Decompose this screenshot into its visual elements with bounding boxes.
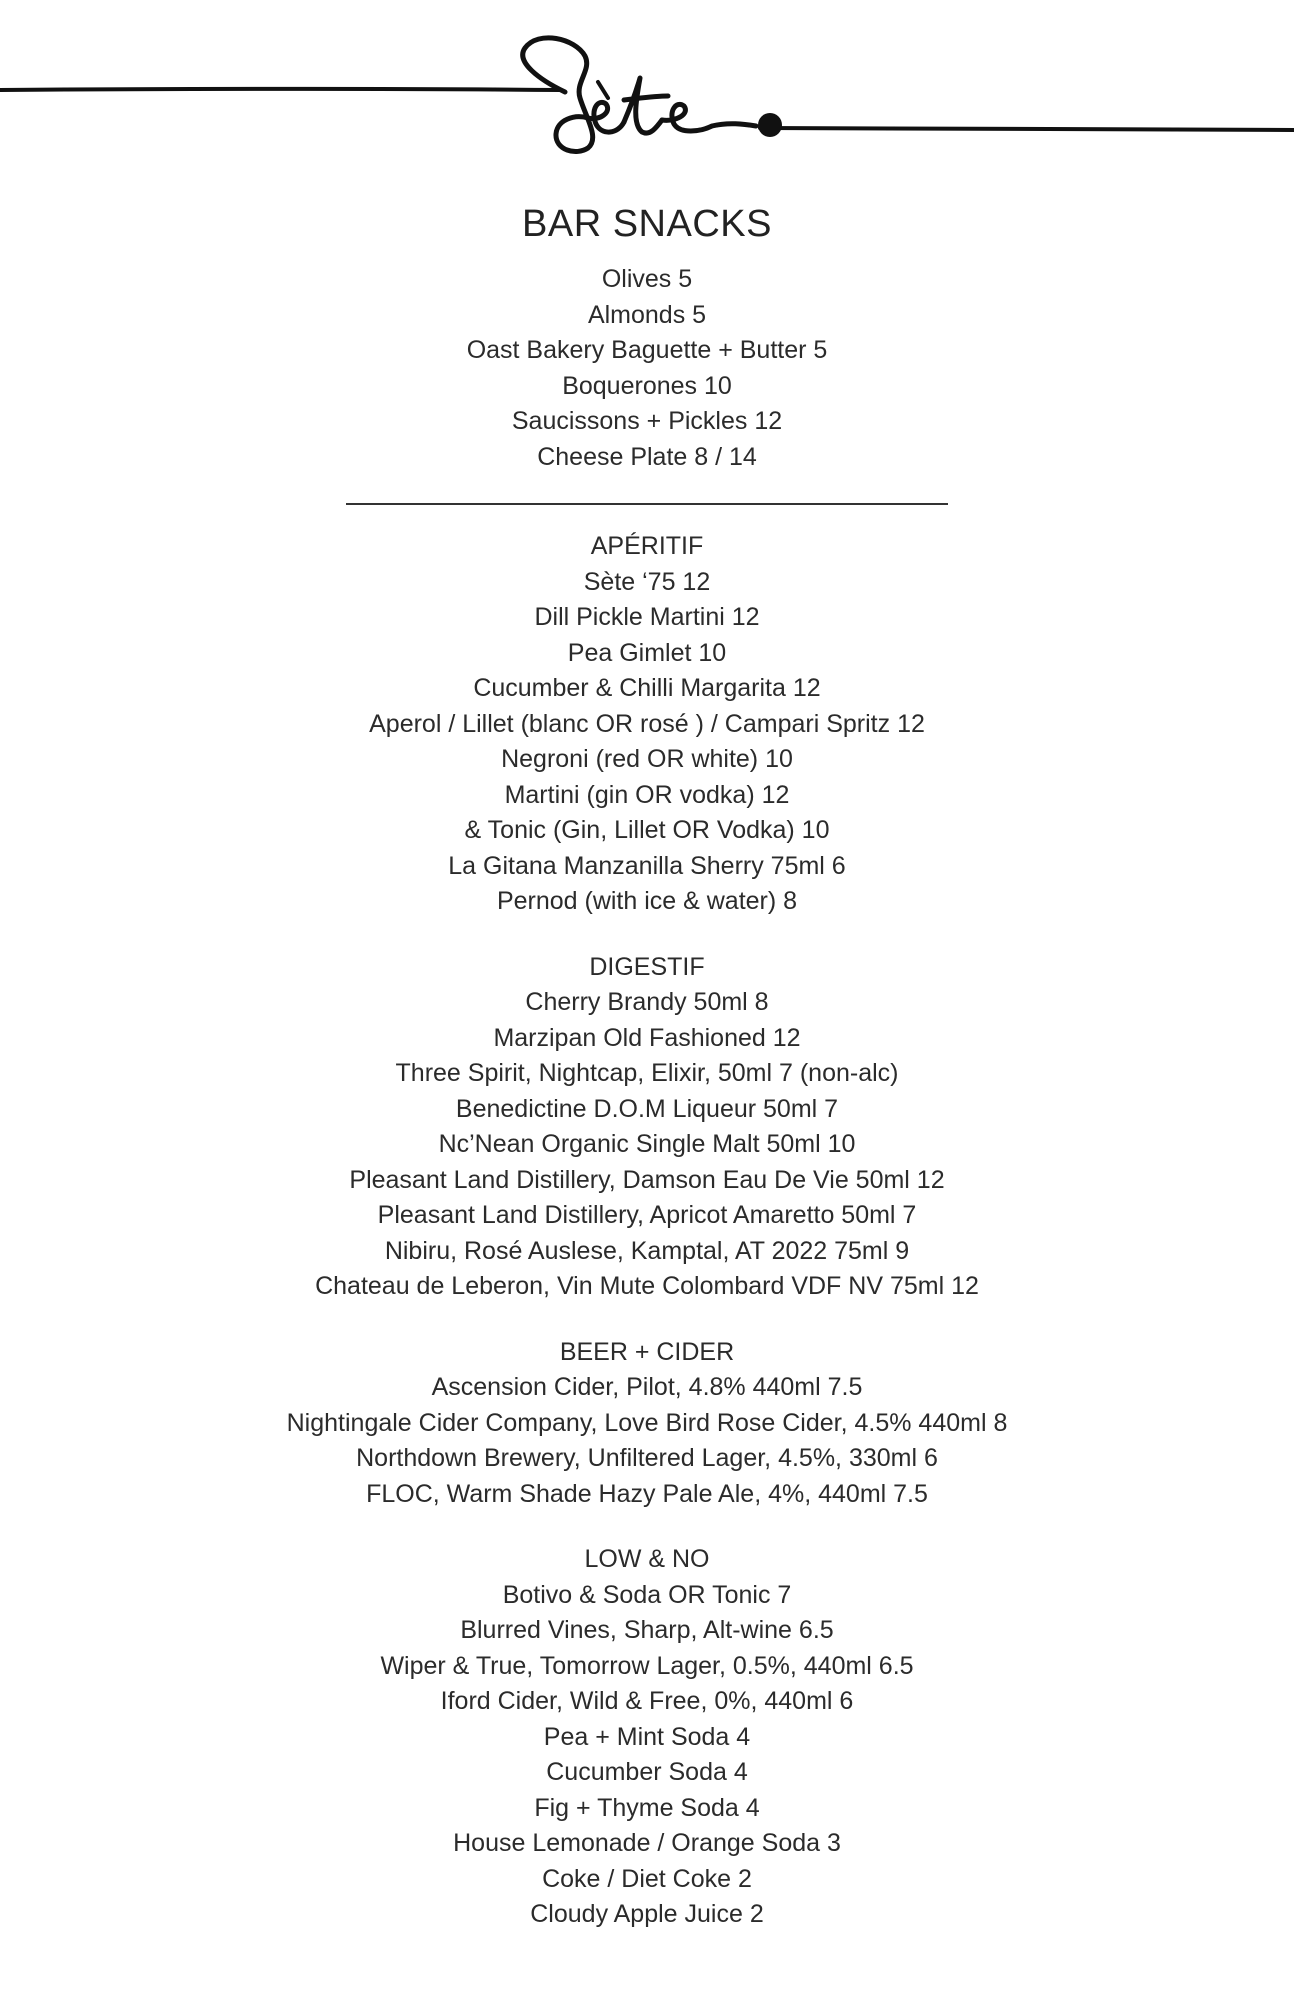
- menu-item: La Gitana Manzanilla Sherry 75ml 6: [448, 851, 846, 880]
- digestif-list: [0, 985, 1294, 1305]
- menu-item: Pleasant Land Distillery, Apricot Amaretto 50ml 7: [377, 1201, 917, 1229]
- spacer: [0, 1305, 1294, 1335]
- digestif-title: DIGESTIF: [589, 952, 705, 981]
- bar-snacks-title: BAR SNACKS: [522, 203, 772, 245]
- spacer: [0, 920, 1294, 950]
- menu-item: Ascension Cider, Pilot, 4.8% 440ml 7.5: [431, 1373, 863, 1401]
- menu-item: Northdown Brewery, Unfiltered Lager, 4.5%, 330ml 6: [356, 1444, 938, 1472]
- menu-item: Pernod (with ice & water) 8: [496, 887, 798, 915]
- menu-item: Benedictine D.O.M Liqueur 50ml 7: [455, 1094, 839, 1123]
- low-no-list: [0, 1578, 1294, 1933]
- menu-item: Three Spirit, Nightcap, Elixir, 50ml 7 (non-alc): [395, 1059, 899, 1087]
- menu-item: Fig + Thyme Soda 4: [534, 1793, 760, 1822]
- menu-item: Nibiru, Rosé Auslese, Kamptal, AT 2022 75ml 9: [384, 1236, 910, 1265]
- menu-item: Nc’Nean Organic Single Malt 50ml 10: [438, 1130, 856, 1158]
- menu-item: Cheese Plate 8 / 14: [537, 442, 757, 471]
- menu: [0, 196, 1294, 1933]
- menu-item: Chateau de Leberon, Vin Mute Colombard VDF NV 75ml 12: [315, 1272, 979, 1300]
- section-divider: [346, 503, 948, 505]
- menu-item: Iford Cider, Wild & Free, 0%, 440ml 6: [440, 1687, 854, 1715]
- menu-item: Pea Gimlet 10: [567, 638, 727, 667]
- beer-cider-title: BEER + CIDER: [559, 1337, 735, 1366]
- low-no-title: LOW & NO: [584, 1545, 710, 1573]
- aperitif-title: APÉRITIF: [590, 532, 704, 560]
- menu-item: Almonds 5: [587, 300, 707, 329]
- menu-item: Cucumber Soda 4: [546, 1758, 748, 1786]
- menu-item: Boquerones 10: [562, 371, 732, 400]
- menu-item: Olives 5: [601, 265, 693, 293]
- menu-item: Coke / Diet Coke 2: [542, 1864, 752, 1893]
- menu-item: Marzipan Old Fashioned 12: [493, 1023, 801, 1052]
- header: [0, 0, 1294, 170]
- menu-item: Nightingale Cider Company, Love Bird Rose Cider, 4.5% 440ml 8: [286, 1408, 1008, 1437]
- menu-item: Pea + Mint Soda 4: [543, 1722, 751, 1751]
- menu-item: Cherry Brandy 50ml 8: [525, 988, 769, 1016]
- signature-logo: [0, 0, 1294, 170]
- menu-item: Martini (gin OR vodka) 12: [504, 780, 790, 809]
- menu-item: Cloudy Apple Juice 2: [530, 1900, 764, 1928]
- menu-item: Sète ‘75 12: [583, 567, 711, 596]
- menu-item: FLOC, Warm Shade Hazy Pale Ale, 4%, 440ml 7.5: [366, 1479, 928, 1508]
- menu-item: Dill Pickle Martini 12: [534, 603, 760, 631]
- menu-item: Aperol / Lillet (blanc OR rosé ) / Campari Spritz 12: [369, 709, 925, 738]
- spacer: [0, 1512, 1294, 1542]
- menu-item: Cucumber & Chilli Margarita 12: [473, 674, 821, 702]
- aperitif-list: [0, 565, 1294, 920]
- menu-item: House Lemonade / Orange Soda 3: [453, 1829, 841, 1857]
- menu-item: & Tonic (Gin, Lillet OR Vodka) 10: [464, 816, 830, 844]
- menu-item: Botivo & Soda OR Tonic 7: [502, 1580, 792, 1609]
- menu-item: Oast Bakery Baguette + Butter 5: [466, 336, 828, 364]
- bar-snacks-list: [0, 262, 1294, 475]
- menu-item: Blurred Vines, Sharp, Alt-wine 6.5: [460, 1616, 834, 1644]
- beer-cider-list: [0, 1370, 1294, 1512]
- menu-item: Pleasant Land Distillery, Damson Eau De Vie 50ml 12: [349, 1165, 945, 1194]
- menu-item: Wiper & True, Tomorrow Lager, 0.5%, 440ml 6.5: [380, 1651, 914, 1680]
- menu-item: Negroni (red OR white) 10: [501, 745, 793, 773]
- menu-item: Saucissons + Pickles 12: [511, 407, 783, 435]
